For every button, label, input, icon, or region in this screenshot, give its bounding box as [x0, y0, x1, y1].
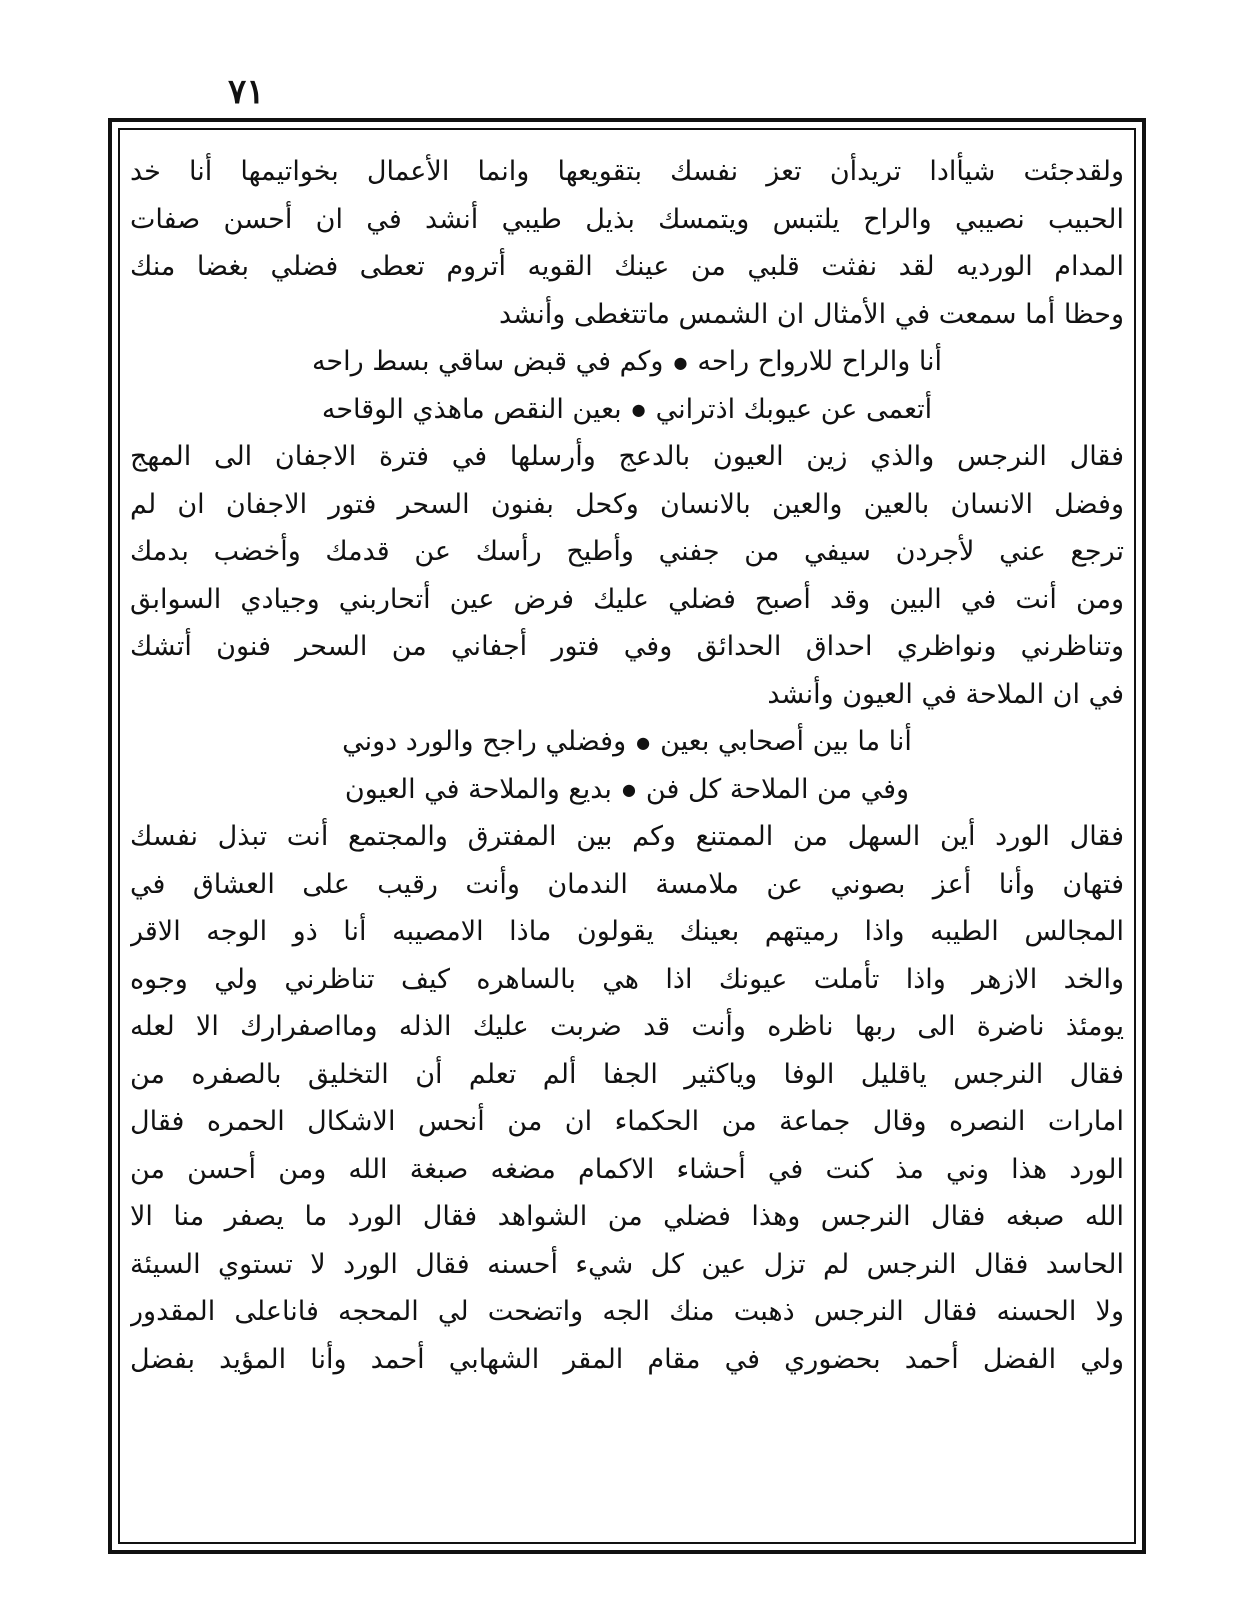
verse-line [130, 718, 1124, 766]
text-line: الحبيب نصيبي والراح يلتبس ويتمسك بذيل طيبي أنشد في ان أحسن صفات [130, 203, 1124, 235]
page-number: ٧١ [228, 72, 265, 112]
text-line: المجالس الطيبه واذا رميتهم بعينك يقولون ماذا الامصيبه أنا ذو الوجه الاقر [130, 916, 1124, 947]
text-line: وتناظرني ونواظري احداق الحدائق وفي فتور أجفاني من السحر فنون أتشك [130, 631, 1124, 662]
verse-line [130, 338, 1124, 386]
text-line: الحاسد فقال النرجس لم تزل عين كل شيء أحسنه فقال الورد لا تستوي السيئة [130, 1248, 1124, 1280]
text-body [130, 148, 1124, 1538]
verse-separator-dot-icon: ● [636, 732, 651, 752]
text-line: ولقدجئت شيأادا تريدأن تعز نفسك بتقويعها وانما الأعمال بخواتيمها أنا خد [130, 156, 1124, 187]
verse-hemistich: أنا والراح للارواح راحه [697, 346, 943, 377]
verse-hemistich: وفضلي راجح والورد دوني [342, 726, 627, 757]
text-line: وفضل الانسان بالعين والعين بالانسان وكحل بفنون السحر فتور الاجفان ان لم [130, 488, 1124, 520]
verse-hemistich: بديع والملاحة في العيون [344, 773, 612, 805]
verse-separator-dot-icon: ● [673, 352, 688, 372]
text-line: يومئذ ناضرة الى ربها ناظره وأنت قد ضربت عليك الذله ومااصفرارك الا لعله [130, 1011, 1124, 1042]
text-line: فقال النرجس والذي زين العيون بالدعج وأرسلها في فترة الاجفان الى المهج [130, 441, 1124, 472]
verse-line [130, 386, 1124, 434]
text-line: ومن أنت في البين وقد أصبح فضلي عليك فرض عين أتحاربني وجيادي السوابق [130, 583, 1124, 615]
text-line: في ان الملاحة في العيون وأنشد [767, 678, 1124, 710]
text-line: ولا الحسنه فقال النرجس ذهبت منك الجه واتضحت لي المحجه فاناعلى المقدور [130, 1296, 1124, 1327]
verse-line [130, 766, 1124, 814]
verse-separator-dot-icon: ● [621, 780, 636, 800]
verse-hemistich: وفي من الملاحة كل فن [645, 773, 910, 805]
text-line: الورد هذا وني مذ كنت في أحشاء الاكمام مضغه صبغة الله ومن أحسن من [130, 1153, 1124, 1185]
text-line: المدام الورديه لقد نفثت قلبي من عينك القويه أتروم تعطى فضلي بغضا منك [130, 251, 1124, 282]
text-line: فقال النرجس ياقليل الوفا وياكثير الجفا ألم تعلم أن التخليق بالصفره من [130, 1058, 1124, 1090]
verse-separator-dot-icon: ● [631, 400, 646, 420]
text-line: والخد الازهر واذا تأملت عيونك اذا هي بالساهره كيف تناظرني ولي وجوه [130, 963, 1124, 995]
verse-hemistich: بعين النقص ماهذي الوقاحه [321, 393, 622, 425]
verse-hemistich: أنا ما بين أصحابي بعين [660, 726, 912, 757]
text-line: وحظا أما سمعت في الأمثال ان الشمس ماتتغطى وأنشد [498, 298, 1124, 330]
verse-hemistich: وكم في قبض ساقي بسط راحه [311, 346, 664, 377]
text-line: فتهان وأنا أعز بصوني عن ملامسة الندمان وأنت رقيب على العشاق في [130, 868, 1124, 900]
verse-hemistich: أتعمى عن عيوبك اذتراني [655, 393, 933, 425]
text-line: ترجع عني لأجردن سيفي من جفني وأطيح رأسك عن قدمك وأخضب بدمك [130, 536, 1124, 567]
text-line: امارات النصره وقال جماعة من الحكماء ان من أنحس الاشكال الحمره فقال [130, 1106, 1124, 1137]
text-line: ولي الفضل أحمد بحضوري في مقام المقر الشهابي أحمد وأنا المؤيد بفضل [130, 1343, 1124, 1375]
text-line: فقال الورد أين السهل من الممتنع وكم بين المفترق والمجتمع أنت تبذل نفسك [130, 821, 1124, 852]
text-line: الله صبغه فقال النرجس وهذا فضلي من الشواهد فقال الورد ما يصفر منا الا [130, 1201, 1124, 1232]
